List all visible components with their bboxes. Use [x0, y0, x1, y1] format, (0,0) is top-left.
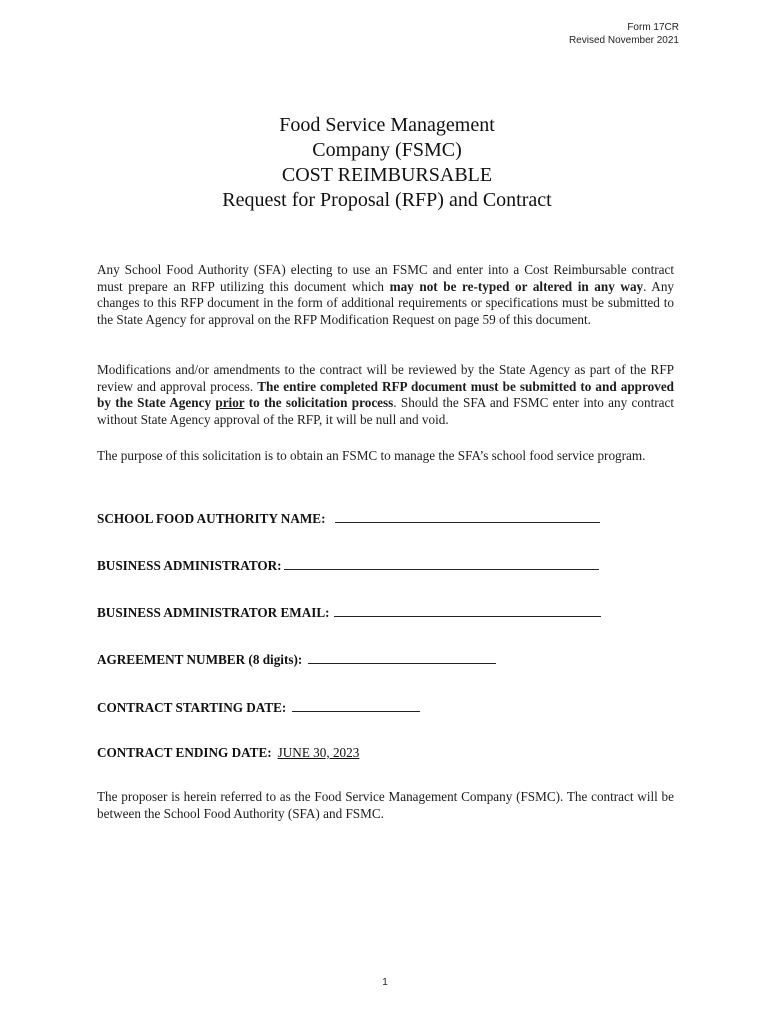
sfa-name-field [97, 509, 600, 527]
contract-start-blank[interactable] [292, 698, 420, 712]
title-line-3: COST REIMBURSABLE [281, 164, 493, 186]
business-admin-blank[interactable] [284, 556, 599, 570]
business-admin-label: BUSINESS ADMINISTRATOR: [97, 558, 282, 573]
contract-end-value: JUNE 30, 2023 [277, 745, 360, 760]
modifications-bold-b: to the solicitation process [244, 395, 394, 411]
modifications-paragraph [97, 362, 674, 428]
modifications-prior: prior [215, 395, 245, 411]
form-id: Form 17CR [627, 22, 679, 33]
modifications-text-b: . Should the SFA and FSMC enter into any contract without State Agency approval of the RFP, it will be null and void. [97, 395, 674, 427]
sfa-name-label: SCHOOL FOOD AUTHORITY NAME: [97, 511, 326, 526]
revision-date: Revised November 2021 [568, 35, 679, 46]
modifications-text-a: Modifications and/or amendments to the contract will be reviewed by the State Agency as part of the RFP review and approval process. [97, 362, 674, 394]
intro-text-a: Any School Food Authority (SFA) electing to use an FSMC and enter into a Cost Reimbursable contract must prepare an RFP utilizing this document which [97, 262, 674, 294]
business-admin-field [97, 556, 599, 574]
sfa-name-blank[interactable] [335, 509, 600, 523]
business-admin-email-blank[interactable] [334, 603, 601, 617]
modifications-bold-a: The entire completed RFP document must be submitted to and approved by the State Agency [97, 378, 675, 411]
business-admin-email-label: BUSINESS ADMINISTRATOR EMAIL: [97, 605, 330, 620]
agreement-number-field [97, 650, 496, 668]
agreement-number-blank[interactable] [308, 650, 496, 664]
contract-start-label: CONTRACT STARTING DATE: [97, 700, 287, 715]
page-number: 1 [382, 977, 388, 988]
intro-text-b: . Any changes to this RFP document in the form of additional requirements or specifications must be submitted to the State Agency for approval on the RFP Modification Request on page 59 of this document. [97, 278, 675, 327]
purpose-paragraph: The purpose of this solicitation is to obtain an FSMC to manage the SFA’s school food service program. [97, 448, 646, 463]
form-header [569, 21, 679, 47]
contract-start-field [97, 698, 420, 716]
title-line-4: Request for Proposal (RFP) and Contract [222, 189, 552, 211]
proposer-paragraph: The proposer is herein referred to as the Food Service Management Company (FSMC). The contract will be between the School Food Authority (SFA) and FSMC. [97, 789, 674, 821]
contract-end-label: CONTRACT ENDING DATE: [97, 745, 272, 760]
intro-paragraph [97, 262, 674, 328]
title-line-1: Food Service Management [279, 114, 495, 136]
contract-end-field [97, 745, 359, 761]
document-title [97, 113, 677, 213]
agreement-number-label: AGREEMENT NUMBER (8 digits): [97, 652, 303, 667]
business-admin-email-field [97, 603, 601, 621]
title-line-2: Company (FSMC) [312, 139, 462, 161]
intro-bold-text: may not be re-typed or altered in any way [389, 278, 644, 294]
